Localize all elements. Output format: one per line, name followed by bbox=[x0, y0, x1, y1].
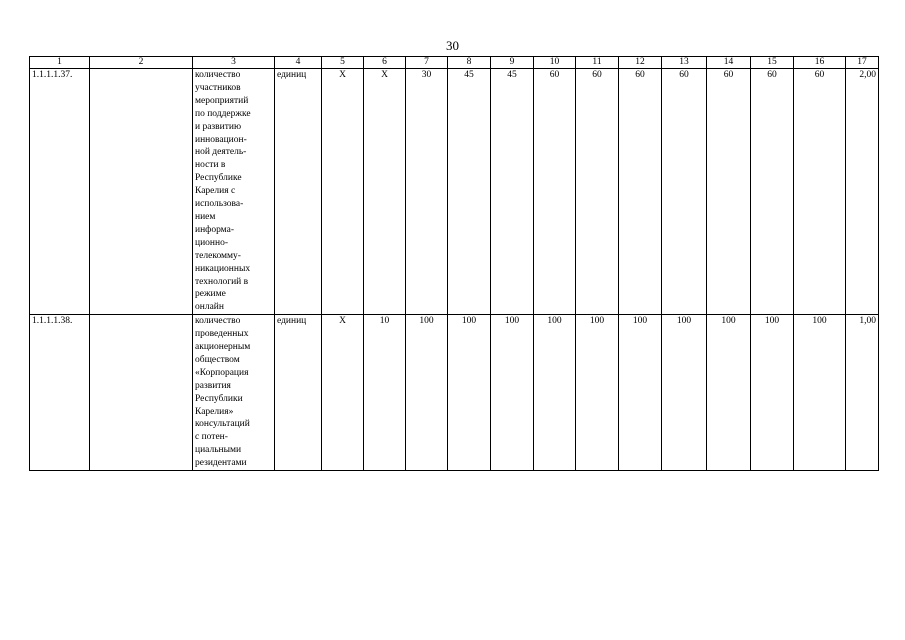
description-line: Республики bbox=[195, 393, 243, 404]
header-col-3: 3 bbox=[193, 57, 275, 69]
description-line: циальными bbox=[195, 445, 242, 456]
description-line: информа- bbox=[195, 224, 235, 235]
description-line: мероприятий bbox=[195, 95, 249, 106]
description-line: технологий в bbox=[195, 276, 249, 287]
row-value-col6: 10 bbox=[364, 315, 406, 471]
row-description bbox=[193, 315, 275, 471]
table-body bbox=[30, 69, 879, 471]
description-line: участников bbox=[195, 82, 241, 93]
description-line: Карелия» bbox=[195, 406, 234, 417]
description-line: обществом bbox=[195, 354, 240, 365]
description-line: резидентами bbox=[195, 458, 247, 469]
row-unit: единиц bbox=[275, 69, 322, 315]
row-value-col15: 100 bbox=[751, 315, 794, 471]
description-line: телекомму- bbox=[195, 250, 241, 261]
description-line: инновацион- bbox=[195, 134, 247, 145]
header-col-11: 11 bbox=[576, 57, 619, 69]
description-line: акционерным bbox=[195, 342, 251, 353]
header-col-4: 4 bbox=[275, 57, 322, 69]
row-value-col12: 60 bbox=[619, 69, 662, 315]
header-row bbox=[30, 57, 879, 69]
row-value-col16: 60 bbox=[794, 69, 846, 315]
header-col-13: 13 bbox=[662, 57, 707, 69]
row-value-col9: 100 bbox=[491, 315, 534, 471]
row-value-col15: 60 bbox=[751, 69, 794, 315]
row-code: 1.1.1.1.37. bbox=[30, 69, 90, 315]
header-col-16: 16 bbox=[794, 57, 846, 69]
description-line: «Корпорация bbox=[195, 367, 249, 378]
header-col-12: 12 bbox=[619, 57, 662, 69]
header-col-9: 9 bbox=[491, 57, 534, 69]
header-col-17: 17 bbox=[846, 57, 879, 69]
row-value-col16: 100 bbox=[794, 315, 846, 471]
description-line: онлайн bbox=[195, 302, 224, 313]
row-value-col9: 45 bbox=[491, 69, 534, 315]
description-line: ности в bbox=[195, 160, 226, 171]
row-value-col17: 1,00 bbox=[846, 315, 879, 471]
row-value-col13: 60 bbox=[662, 69, 707, 315]
header-col-5: 5 bbox=[322, 57, 364, 69]
description-line: Республике bbox=[195, 173, 242, 184]
indicator-table bbox=[29, 56, 879, 471]
description-line: и развитию bbox=[195, 121, 242, 132]
row-value-col12: 100 bbox=[619, 315, 662, 471]
row-value-col13: 100 bbox=[662, 315, 707, 471]
header-col-8: 8 bbox=[448, 57, 491, 69]
description-line: с потен- bbox=[195, 432, 228, 443]
row-value-col10: 60 bbox=[534, 69, 576, 315]
description-line: развития bbox=[195, 380, 231, 391]
row-value-col7: 100 bbox=[406, 315, 448, 471]
row-code: 1.1.1.1.38. bbox=[30, 315, 90, 471]
row-value-col5: X bbox=[322, 69, 364, 315]
page-number: 30 bbox=[446, 38, 459, 53]
description-line: по поддержке bbox=[195, 108, 251, 119]
header-col-14: 14 bbox=[707, 57, 751, 69]
row-value-col14: 100 bbox=[707, 315, 751, 471]
row-value-col10: 100 bbox=[534, 315, 576, 471]
description-line: использова- bbox=[195, 199, 244, 210]
header-col-7: 7 bbox=[406, 57, 448, 69]
row-value-col11: 100 bbox=[576, 315, 619, 471]
row-value-col17: 2,00 bbox=[846, 69, 879, 315]
row-description bbox=[193, 69, 275, 315]
description-line: режиме bbox=[195, 289, 226, 300]
description-line: никационных bbox=[195, 263, 251, 274]
header-col-10: 10 bbox=[534, 57, 576, 69]
row-col2 bbox=[90, 69, 193, 315]
description-line: проведенных bbox=[195, 329, 249, 340]
header-col-6: 6 bbox=[364, 57, 406, 69]
description-line: количество bbox=[195, 70, 241, 80]
header-col-1: 1 bbox=[30, 57, 90, 69]
row-value-col8: 100 bbox=[448, 315, 491, 471]
description-line: консультаций bbox=[195, 419, 250, 430]
row-value-col5: X bbox=[322, 315, 364, 471]
row-value-col8: 45 bbox=[448, 69, 491, 315]
description-line: Карелия с bbox=[195, 186, 236, 197]
row-value-col11: 60 bbox=[576, 69, 619, 315]
header-col-15: 15 bbox=[751, 57, 794, 69]
header-col-2: 2 bbox=[90, 57, 193, 69]
row-value-col6: X bbox=[364, 69, 406, 315]
row-col2 bbox=[90, 315, 193, 471]
row-unit: единиц bbox=[275, 315, 322, 471]
description-line: ной деятель- bbox=[195, 147, 247, 158]
table-header bbox=[30, 57, 879, 69]
row-value-col7: 30 bbox=[406, 69, 448, 315]
description-line: ционно- bbox=[195, 237, 228, 248]
description-line: количество bbox=[195, 316, 241, 327]
table-row bbox=[30, 315, 879, 471]
table-row bbox=[30, 69, 879, 315]
description-line: нием bbox=[195, 211, 216, 222]
row-value-col14: 60 bbox=[707, 69, 751, 315]
